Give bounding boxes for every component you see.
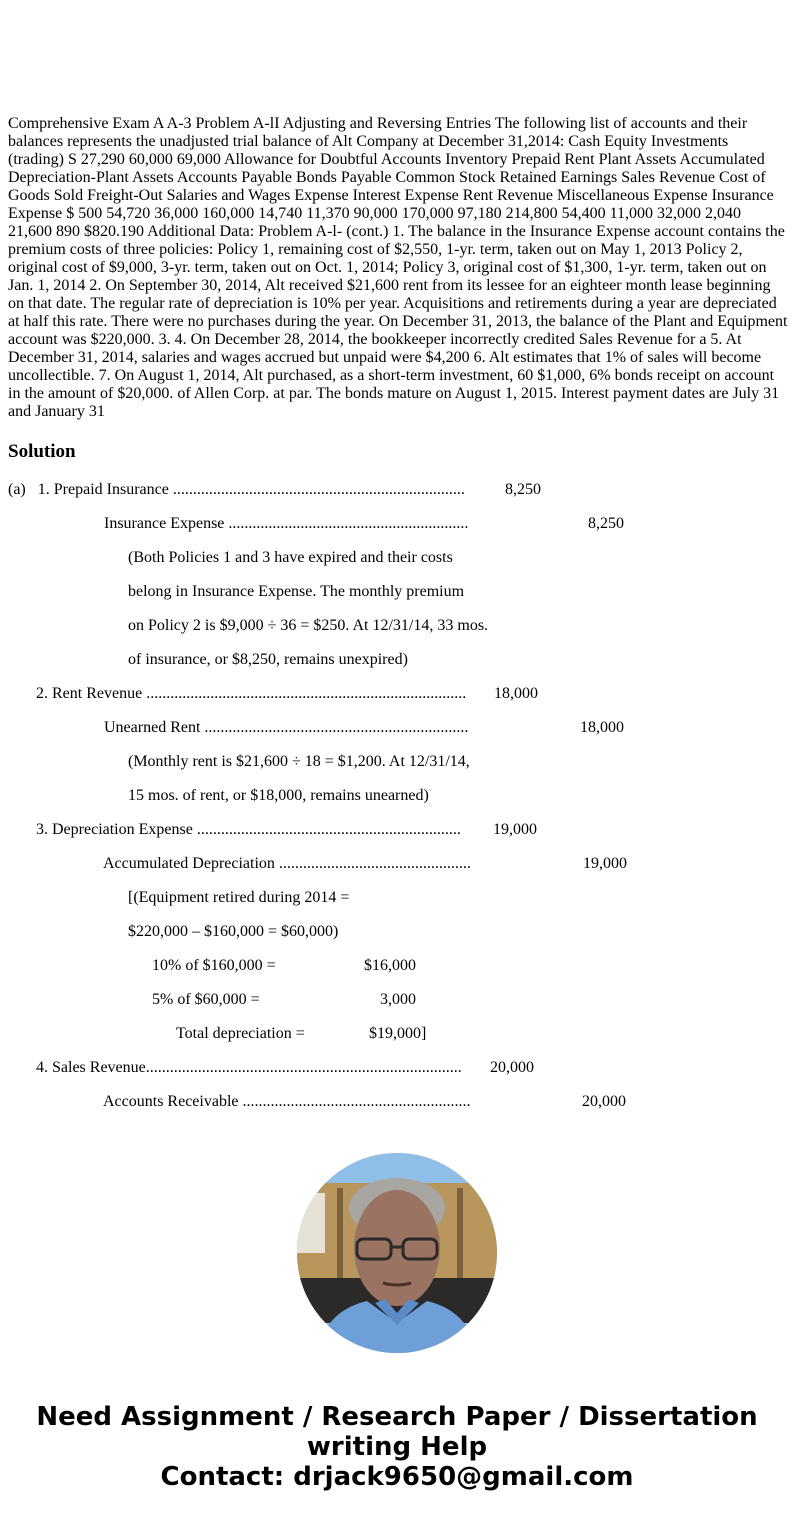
journal-line: $16,000: [364, 957, 416, 974]
journal-line: (Both Policies 1 and 3 have expired and their costs: [128, 549, 453, 566]
journal-line: Unearned Rent ..................................................................: [104, 719, 469, 736]
journal-line: (Monthly rent is $21,600 ÷ 18 = $1,200. At 12/31/14,: [128, 753, 470, 770]
journal-line: 3. Depreciation Expense ..................................................................: [36, 821, 461, 838]
journal-line: belong in Insurance Expense. The monthly premium: [128, 583, 465, 600]
journal-line: [(Equipment retired during 2014 =: [128, 889, 350, 906]
solution-heading: Solution: [8, 441, 76, 462]
promo-contact: Contact: drjack9650@gmail.com: [160, 1462, 634, 1492]
journal-line: 8,250: [505, 481, 541, 498]
journal-line: 15 mos. of rent, or $18,000, remains unearned): [128, 787, 429, 804]
journal-line: Accumulated Depreciation ................................................: [103, 855, 471, 872]
journal-line: 4. Sales Revenue...............................................................................: [36, 1059, 462, 1076]
journal-line: 18,000: [580, 719, 624, 736]
journal-line: 8,250: [588, 515, 624, 532]
journal-line: $220,000 – $160,000 = $60,000): [128, 923, 339, 940]
journal-line: Total depreciation =: [176, 1025, 305, 1042]
journal-line: 18,000: [494, 685, 538, 702]
journal-line: $19,000]: [369, 1025, 427, 1042]
journal-line: 3,000: [380, 991, 416, 1008]
journal-line: 10% of $160,000 =: [152, 957, 276, 974]
promo-banner: [0, 1402, 794, 1492]
journal-line: 19,000: [583, 855, 627, 872]
promo-line-2: writing Help: [306, 1432, 488, 1462]
promo-line-1: Need Assignment / Research Paper / Dissertation: [36, 1402, 758, 1432]
journal-line: 5% of $60,000 =: [152, 991, 260, 1008]
journal-line: 19,000: [493, 821, 537, 838]
journal-line: 2. Rent Revenue ................................................................................: [36, 685, 467, 702]
portrait-image: [297, 1153, 497, 1353]
journal-line: of insurance, or $8,250, remains unexpired): [128, 651, 408, 668]
author-avatar: [297, 1153, 497, 1353]
journal-line: Accounts Receivable .........................................................: [103, 1093, 471, 1110]
problem-statement: Comprehensive Exam A A-3 Problem A-lI Adjusting and Reversing Entries The following list of accounts and their balances represents the unadjusted trial balance of Alt Company at December 31,2014: Cash Equity Investments (trading) S 27,290 60,000 69,000 Allowance for Doubtful Accounts Inventory Prepaid Rent Plant Assets Accumulated Depreciation-Plant Assets Accounts Payable Bonds Payable Common Stock Retained Earnings Sales Revenue Cost of Goods Sold Freight-Out Salaries and Wages Expense Interest Expense Rent Revenue Miscellaneous Expense Insurance Expense $ 500 54,720 36,000 160,000 14,740 11,370 90,000 170,000 97,180 214,800 54,400 11,000 32,000 2,040 21,600 890 $820.190 Additional Data: Problem A-l- (cont.) 1. The balance in the Insurance Expense account contains the premium costs of three policies: Policy 1, remaining cost of $2,550, 1-yr. term, taken out on May 1, 2013 Policy 2, original cost of $9,000, 3-yr. term, taken out on Oct. 1, 2014; Policy 3, original cost of $1,300, 1-yr. term, taken out on Jan. 1, 2014 2. On September 30, 2014, Alt received $21,600 rent from its lessee for an eighteer month lease beginning on that date. The regular rate of depreciation is 10% per year. Acquisitions and retirements during a year are depreciated at half this rate. There were no purchases during the year. On December 31, 2013, the balance of the Plant and Equipment account was $220,000. 3. 4. On December 28, 2014, the bookkeeper incorrectly credited Sales Revenue for a 5. At December 31, 2014, salaries and wages accrued but unpaid were $4,200 6. Alt estimates that 1% of sales will become uncollectible. 7. On August 1, 2014, Alt purchased, as a short-term investment, 60 $1,000, 6% bonds receipt on account in the amount of $20,000. of Allen Corp. at par. The bonds mature on August 1, 2015. Interest payment dates are July 31 and January 31: [8, 115, 788, 420]
journal-line: (a) 1. Prepaid Insurance .........................................................................: [8, 481, 465, 498]
journal-line: 20,000: [490, 1059, 534, 1076]
journal-line: 20,000: [582, 1093, 626, 1110]
journal-line: on Policy 2 is $9,000 ÷ 36 = $250. At 12/31/14, 33 mos.: [128, 617, 489, 634]
journal-line: Insurance Expense ............................................................: [104, 515, 469, 532]
